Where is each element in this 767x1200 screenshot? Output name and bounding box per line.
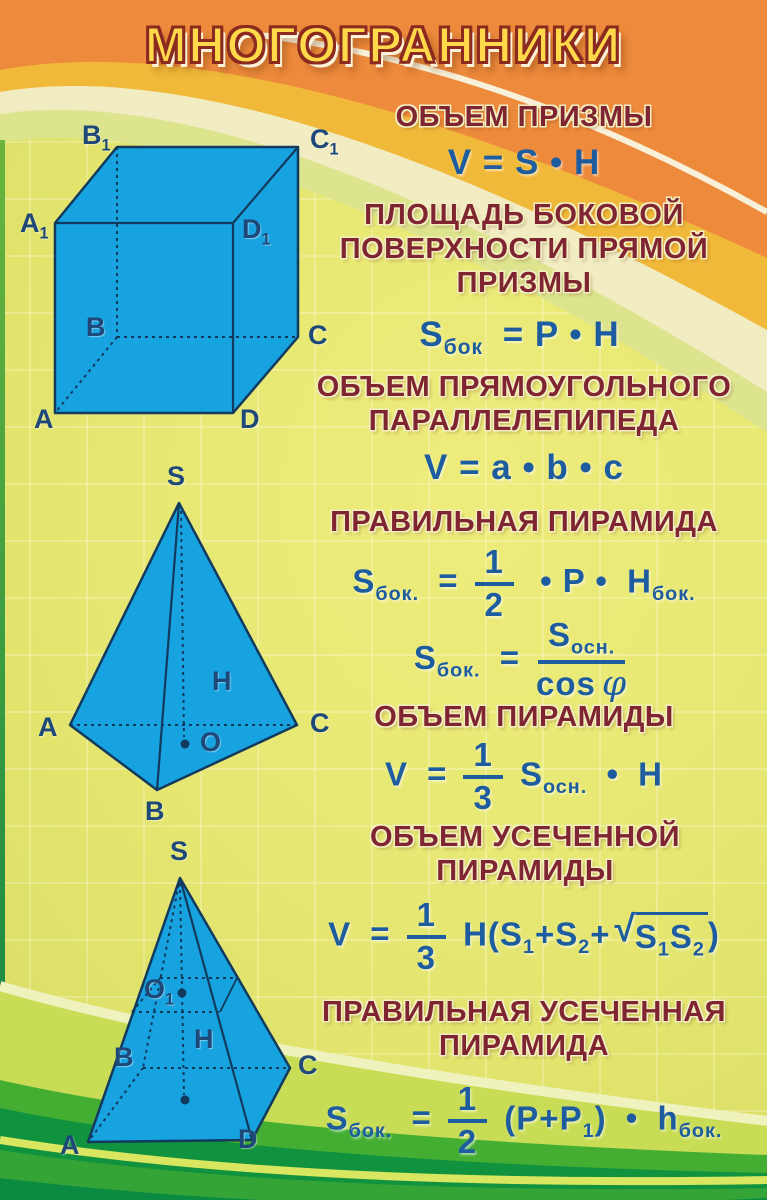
cube-vertex-a: A [34,404,54,434]
heading-prism-volume: ОБЪЕМ ПРИЗМЫ [395,101,653,133]
frustum-point-o1: $O_1$ [144,974,175,1009]
pyramid-vertex-a: A [38,712,58,742]
frustum-vertex-b: B [114,1042,134,1072]
truncated-pyramid-figure [55,855,305,1155]
frustum-vertex-s: S [170,836,189,866]
formula-cuboid-volume [285,448,763,488]
heading-prism-lateral: ПЛОЩАДЬ БОКОВОЙ ПОВЕРХНОСТИ ПРЯМОЙ ПРИЗМЫ [339,199,709,300]
formula-frustum-volume: V = $\frac{1}{3}$ $H(S_1+S_2+$ √ $S_1S_2$ ) [328,896,720,976]
heading-pyramid-volume: ОБЪЕМ ПИРАМИДЫ [374,701,674,733]
pyramid-vertex-c: C [310,708,330,738]
formula-prism-volume [285,143,763,183]
cube-figure [10,125,330,435]
heading-regular-pyramid: ПРАВИЛЬНАЯ ПИРАМИДА [330,506,718,538]
cube-vertex-a1: $A_1$ [20,208,49,243]
left-border-strip [0,140,5,995]
frustum-vertex-d: D [238,1124,258,1154]
pyramid-height-label: H [212,666,232,696]
heading-frustum-volume: ОБЪЕМ УСЕЧЕННОЙ ПИРАМИДЫ [370,821,680,888]
frustum-vertex-a: A [60,1130,80,1160]
formula-pyramid-lateral-1: $S_{бок.}$ = $\frac{1}{2}$ • P • $H_{бок.}$ [352,543,696,623]
formula-text: V = a • b • c [424,448,624,487]
pyramid-vertex-b: B [145,796,165,826]
formula-text: V = S • H [447,143,601,182]
pyramid-point-o: O [200,727,222,757]
heading-cuboid-volume: ОБЪЕМ ПРЯМОУГОЛЬНОГО ПАРАЛЛЕЛЕПИПЕДА [316,371,732,438]
square-root: √ $S_1S_2$ [613,912,708,962]
heading-regular-frustum: ПРАВИЛЬНАЯ УСЕЧЕННАЯ ПИРАМИДА [321,996,727,1063]
frustum-height-label: H [194,1024,214,1054]
formula-frustum-lateral: $S_{бок.}$ = $\frac{1}{2}$ $(P+P_1)$ • $h_{бок.}$ [325,1080,723,1160]
frustum-vertex-c: C [298,1050,318,1080]
pyramid-vertex-s: S [167,461,186,491]
cube-vertex-d: D [240,404,260,434]
cube-vertex-b1: $B_1$ [82,120,111,155]
poster-title: МНОГОГРАННИКИ [144,17,623,73]
cube-vertex-c: C [308,320,328,350]
cube-vertex-d1: $D_1$ [242,214,271,249]
cube-vertex-c1: $C_1$ [310,124,339,159]
formula-prism-lateral: $S_{бок} = P$ • H [419,315,620,359]
formula-pyramid-volume: V = $\frac{1}{3}$ $S_{осн.}$ • H [384,736,664,816]
formula-pyramid-lateral-2: $S_{бок.}$ = $\frac{S_{осн.}}{\text{cos φ}}$ [413,616,628,705]
cube-vertex-b: B [86,312,106,342]
